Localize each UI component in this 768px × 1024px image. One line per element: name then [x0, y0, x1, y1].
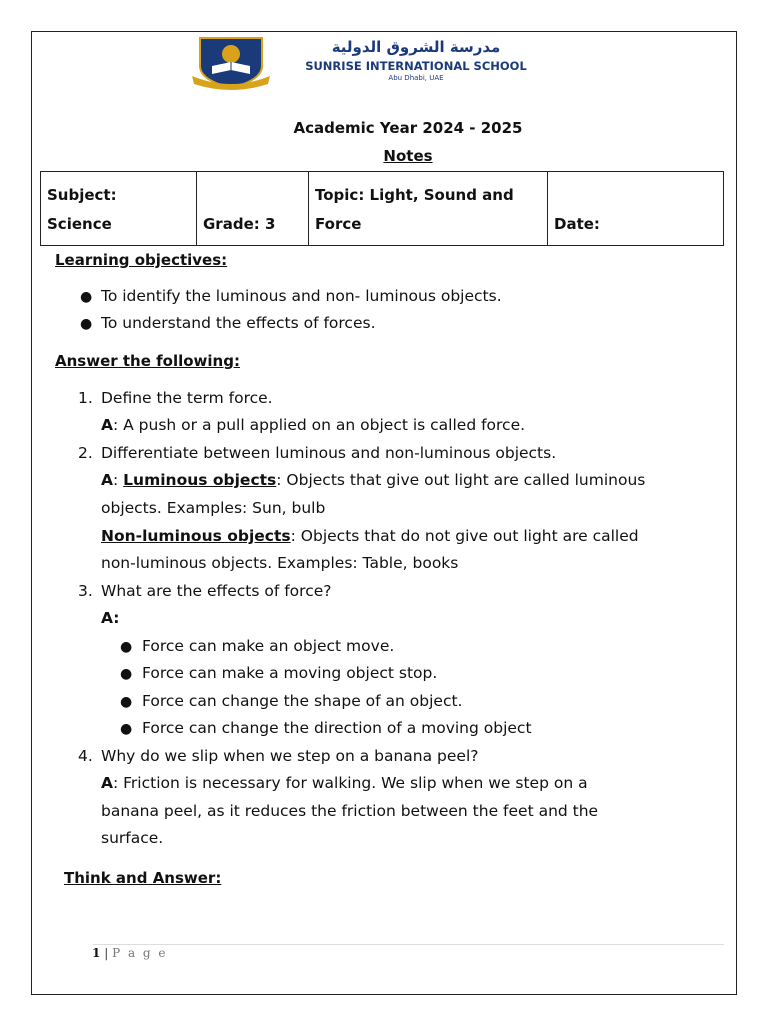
academic-year: Academic Year 2024 - 2025 [293, 119, 523, 137]
question-number: 2. [78, 444, 93, 462]
question-3: What are the effects of force? [101, 582, 332, 600]
school-location: Abu Dhabi, UAE [388, 74, 444, 82]
footer-rule [93, 944, 724, 945]
answer-4-cont: banana peel, as it reduces the friction between the feet and the [101, 802, 599, 820]
question-number: 3. [78, 582, 93, 600]
info-table [40, 171, 724, 246]
school-logo [190, 36, 272, 90]
page-footer: 1 | P a g e [92, 946, 168, 960]
answer-2-luminous: A: Luminous objects: Objects that give out light are called luminous [101, 471, 646, 489]
force-effect-item: Force can make an object move. [142, 637, 395, 655]
answer-3-label: A: [101, 609, 120, 627]
question-number: 1. [78, 389, 93, 407]
answers-heading: Answer the following: [55, 352, 240, 370]
objectives-heading: Learning objectives: [55, 251, 228, 269]
objective-item: To identify the luminous and non- luminous objects. [101, 287, 502, 305]
question-1: Define the term force. [101, 389, 273, 407]
topic-cell: Topic: Light, Sound and Force [309, 172, 548, 246]
document-title: Notes [383, 147, 433, 165]
school-name-arabic: مدرسة الشروق الدولية [331, 38, 501, 56]
bullet-icon: ● [120, 639, 133, 655]
answer-2-nonluminous: Non-luminous objects: Objects that do not give out light are called [101, 527, 639, 545]
grade-cell: Grade: 3 [197, 172, 309, 246]
force-effect-item: Force can make a moving object stop. [142, 664, 438, 682]
answer-2-nonluminous-cont: non-luminous objects. Examples: Table, books [101, 554, 459, 572]
force-effect-item: Force can change the shape of an object. [142, 692, 463, 710]
bullet-icon: ● [80, 316, 93, 332]
bullet-icon: ● [120, 694, 133, 710]
answer-1: A: A push or a pull applied on an object is called force. [101, 416, 526, 434]
question-4: Why do we slip when we step on a banana peel? [101, 747, 479, 765]
answer-2-luminous-cont: objects. Examples: Sun, bulb [101, 499, 326, 517]
force-effect-item: Force can change the direction of a moving object [142, 719, 532, 737]
school-name: SUNRISE INTERNATIONAL SCHOOL [305, 59, 527, 73]
date-cell: Date: [548, 172, 724, 246]
subject-cell: Subject: Science [41, 172, 197, 246]
question-number: 4. [78, 747, 93, 765]
question-2: Differentiate between luminous and non-luminous objects. [101, 444, 557, 462]
think-heading: Think and Answer: [64, 869, 222, 887]
objective-item: To understand the effects of forces. [101, 314, 376, 332]
answer-4-cont: surface. [101, 829, 164, 847]
bullet-icon: ● [120, 666, 133, 682]
answer-4: A: Friction is necessary for walking. We slip when we step on a [101, 774, 588, 792]
bullet-icon: ● [120, 721, 133, 737]
bullet-icon: ● [80, 289, 93, 305]
